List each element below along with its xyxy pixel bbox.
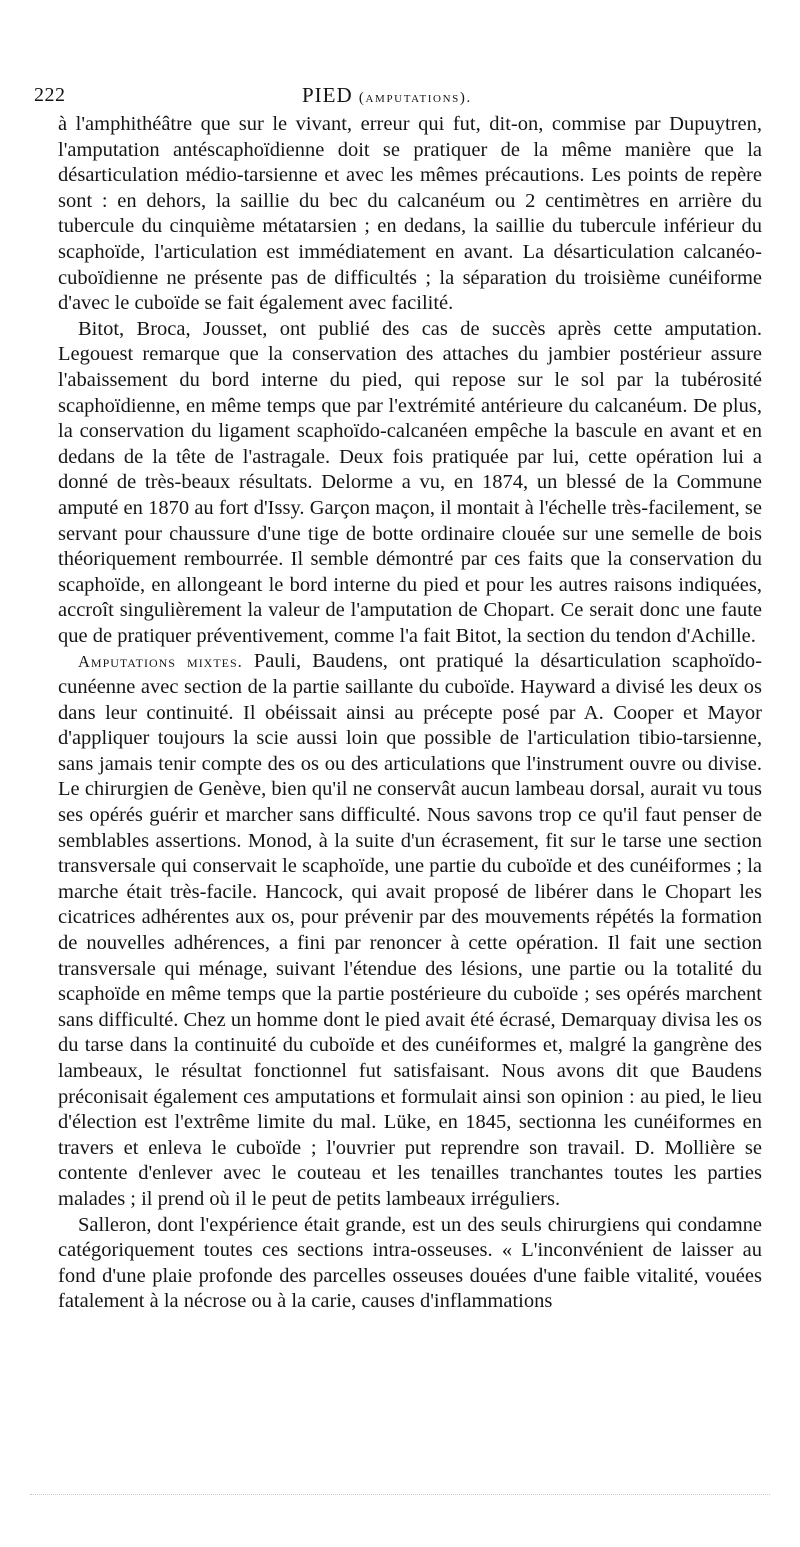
paragraph-mixed-amputations xyxy=(58,649,762,1212)
running-title xyxy=(302,78,472,115)
paragraph-continuation: à l'amphithéâtre que sur le vivant, erreur qui fut, dit-on, commise par Dupuytren, l'amputation antéscaphoïdienne doit se pratiquer de la même manière que la désarticulation médio-tarsienne et avec les mêmes précautions. Les points de repère sont : en dehors, la saillie du bec du calcanéum ou 2 centimètres en arrière du tubercule du cinquième métatarsien ; en dedans, la saillie du tubercule inférieur du scaphoïde, l'articulation est immédiatement en avant. La désarticulation calcanéo-cuboïdienne ne présente pas de difficultés ; la séparation du troisième cunéiforme d'avec le cuboïde se fait également avec facilité. xyxy=(58,113,762,315)
book-page xyxy=(34,78,762,1315)
paragraph-salleron: Salleron, dont l'expérience était grande, est un des seuls chirurgiens qui condamne catégoriquement toutes ces sections intra-osseuses. « L'inconvénient de laisser au fond d'une plaie profonde des parcelles osseuses douées d'une faible vitalité, vouées fatalement à la nécrose ou à la carie, causes d'inflammations xyxy=(58,1213,762,1313)
running-head xyxy=(34,78,762,112)
section-heading: Amputations mixtes. xyxy=(78,652,243,672)
section-text: Pauli, Baudens, ont pratiqué la désarticulation scaphoïdo-cunéenne avec section de la partie saillante du cuboïde. Hayward a divisé les deux os dans leur continuité. Il obéissait ainsi au précepte posé par A. Cooper et Mayor d'appliquer toujours la scie aussi loin que possible de l'articulation tibio-tarsienne, sans jamais tenir compte des os ou des articulations que l'instrument ouvre ou divise. Le chirurgien de Genève, bien qu'il ne conservât aucun lambeau dorsal, aurait vu tous ses opérés guérir et marcher sans difficulté. Nous savons trop ce qu'il faut penser de semblables assertions. Monod, à la suite d'un écrasement, fit sur le tarse une section transversale qui conservait le scaphoïde, une partie du cuboïde et des cunéiformes ; la marche était très-facile. Hancock, qui avait proposé de libérer dans le Chopart les cicatrices adhérentes aux os, pour prévenir par des mouvements répétés la formation de nouvelles adhérences, a fini par renoncer à cette opération. Il fait une section transversale qui ménage, suivant l'étendue des lésions, une partie ou la totalité du scaphoïde en même temps que la partie postérieure du cuboïde ; ses opérés marchent sans difficulté. Chez un homme dont le pied avait été écrasé, Demarquay divisa les os du tarse dans la continuité du cuboïde et des cunéiformes et, malgré la gangrène des lambeaux, le résultat fonctionnel fut satisfaisant. Nous avons dit que Baudens préconisait également ces amputations et formulait ainsi son opinion : au pied, le lieu d'élection est l'extrême limite du mal. Lüke, en 1845, sectionna les cunéiformes en travers et enleva le cuboïde ; l'ouvrier put reprendre son travail. D. Mollière se contente d'enlever avec le couteau et les tenailles tranchantes toutes les parties malades ; il prend où il le peut de petits lambeaux irréguliers. xyxy=(58,650,762,1210)
running-title-sub: (amputations). xyxy=(358,90,472,106)
running-title-main: PIED xyxy=(302,83,353,107)
page-number: 222 xyxy=(34,84,66,106)
paragraph-bitot: Bitot, Broca, Jousset, ont publié des cas de succès après cette amputation. Legouest remarque que la conservation des attaches du jambier postérieur assure l'abaissement du bord interne du pied, qui repose sur le sol par la tubérosité scaphoïdienne, en même temps que par l'extrémité antérieure du calcanéum. De plus, la conservation du ligament scaphoïdo-calcanéen empêche la bascule en avant et en dedans de la tête de l'astragale. Deux fois pratiquée par lui, cette opération lui a donné de très-beaux résultats. Delorme a vu, en 1874, un blessé de la Commune amputé en 1870 au fort d'Issy. Garçon maçon, il montait à l'échelle très-facilement, se servant pour chaussure d'une tige de botte ordinaire clouée sur une semelle de bois théoriquement rembourrée. Il semble démontré par ces faits que la conservation du scaphoïde, en allongeant le bord interne du pied et pour les autres raisons indiquées, accroît singulièrement la valeur de l'amputation de Chopart. Ce serait donc une faute que de pratiquer préventivement, comme l'a fait Bitot, la section du tendon d'Achille. xyxy=(58,317,762,647)
page-bottom-rule xyxy=(30,1494,770,1495)
body-text xyxy=(58,112,762,1315)
